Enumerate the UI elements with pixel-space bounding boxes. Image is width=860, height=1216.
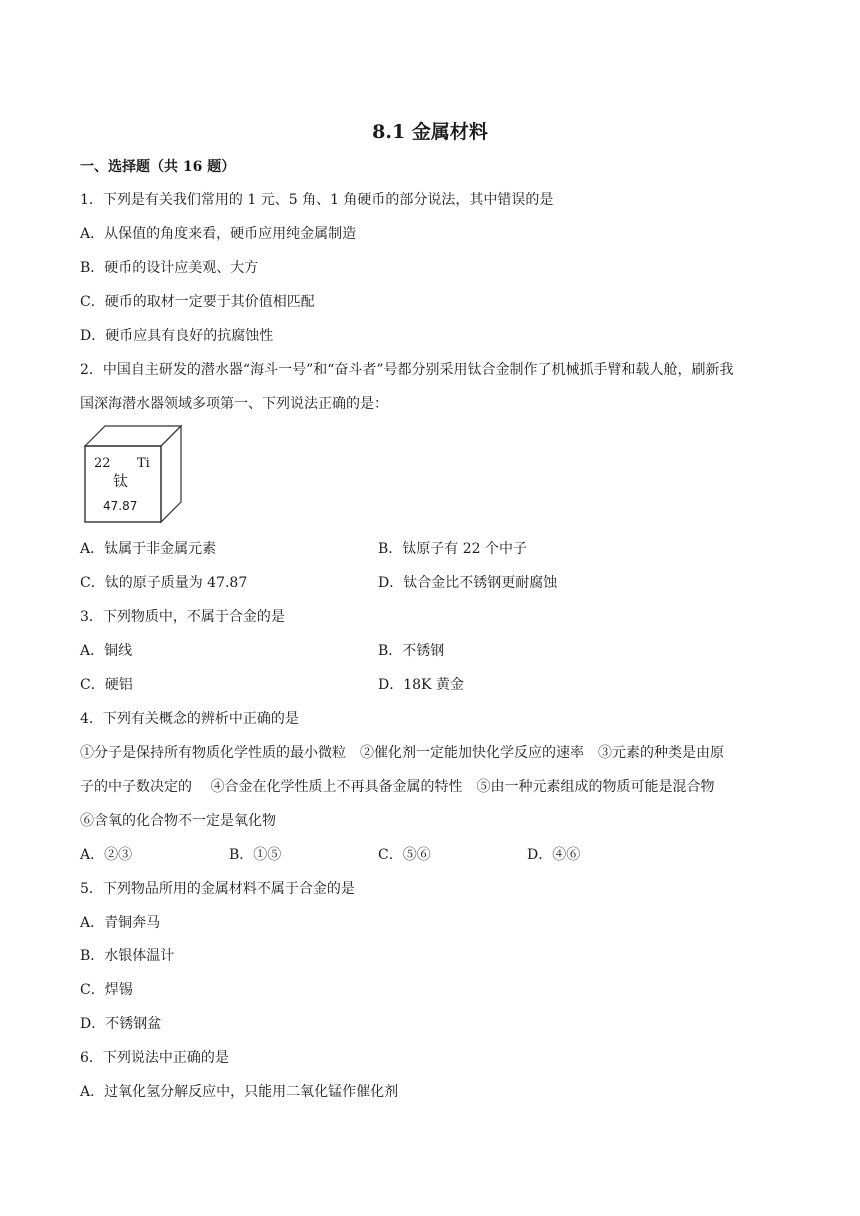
- question-2-option-b: B．钛原子有 22 个中子: [378, 541, 528, 557]
- section-heading: 一、选择题（共 16 题）: [80, 159, 236, 175]
- question-5-option-c: C．焊锡: [80, 982, 133, 998]
- element-name: 钛: [113, 472, 129, 490]
- question-4-statements-line-1: ①分子是保持所有物质化学性质的最小微粒 ②催化剂一定能加快化学反应的速率 ③元素的种类是由原: [80, 745, 724, 761]
- question-1-option-a: A．从保值的角度来看，硬币应用纯金属制造: [80, 226, 357, 242]
- question-4-option-a: A．②③: [80, 847, 133, 863]
- element-atomic-number: 22: [94, 456, 111, 471]
- question-1-option-b: B．硬币的设计应美观、大方: [80, 260, 259, 276]
- question-1-stem: 1．下列是有关我们常用的 1 元、5 角、1 角硬币的部分说法，其中错误的是: [80, 192, 554, 208]
- question-4-option-c: C．⑤⑥: [378, 847, 431, 863]
- question-5-option-a: A．青铜奔马: [80, 915, 161, 931]
- question-2-stem-line-2: 国深海潜水器领域多项第一、下列说法正确的是：: [80, 396, 388, 412]
- question-3-option-a: A．铜线: [80, 643, 133, 659]
- question-4-statements-line-2: 子的中子数决定的 ④合金在化学性质上不再具备金属的特性 ⑤由一种元素组成的物质可能是混合物: [80, 779, 715, 795]
- question-4-option-d: D．④⑥: [527, 847, 581, 863]
- question-4-statements-line-3: ⑥含氧的化合物不一定是氧化物: [80, 813, 276, 829]
- titanium-element-cube: [83, 424, 183, 524]
- question-2-option-a: A．钛属于非金属元素: [80, 541, 217, 557]
- question-4-option-b: B．①⑤: [229, 847, 282, 863]
- question-5-option-b: B．水银体温计: [80, 948, 175, 964]
- question-2-option-d: D．钛合金比不锈钢更耐腐蚀: [378, 575, 558, 591]
- question-6-option-a: A．过氧化氢分解反应中，只能用二氧化锰作催化剂: [80, 1084, 399, 1100]
- question-3-option-c: C．硬铝: [80, 677, 133, 693]
- question-2-option-c: C．钛的原子质量为 47.87: [80, 575, 248, 591]
- question-5-stem: 5．下列物品所用的金属材料不属于合金的是: [80, 881, 355, 897]
- question-3-stem: 3．下列物质中，不属于合金的是: [80, 609, 285, 625]
- page-title: 8.1 金属材料: [372, 121, 488, 143]
- question-3-option-d: D．18K 黄金: [378, 677, 464, 693]
- question-2-stem-line-1: 2．中国自主研发的潜水器“海斗一号”和“奋斗者”号都分别采用钛合金制作了机械抓手臂和载人舱，刷新我: [80, 362, 734, 378]
- question-6-stem: 6．下列说法中正确的是: [80, 1050, 229, 1066]
- question-1-option-d: D．硬币应具有良好的抗腐蚀性: [80, 328, 274, 344]
- element-symbol: Ti: [137, 456, 150, 471]
- question-1-option-c: C．硬币的取材一定要于其价值相匹配: [80, 294, 315, 310]
- question-4-stem: 4．下列有关概念的辨析中正确的是: [80, 711, 299, 727]
- question-5-option-d: D．不锈钢盆: [80, 1016, 162, 1032]
- element-atomic-mass: 47.87: [103, 499, 138, 513]
- question-3-option-b: B．不锈钢: [378, 643, 445, 659]
